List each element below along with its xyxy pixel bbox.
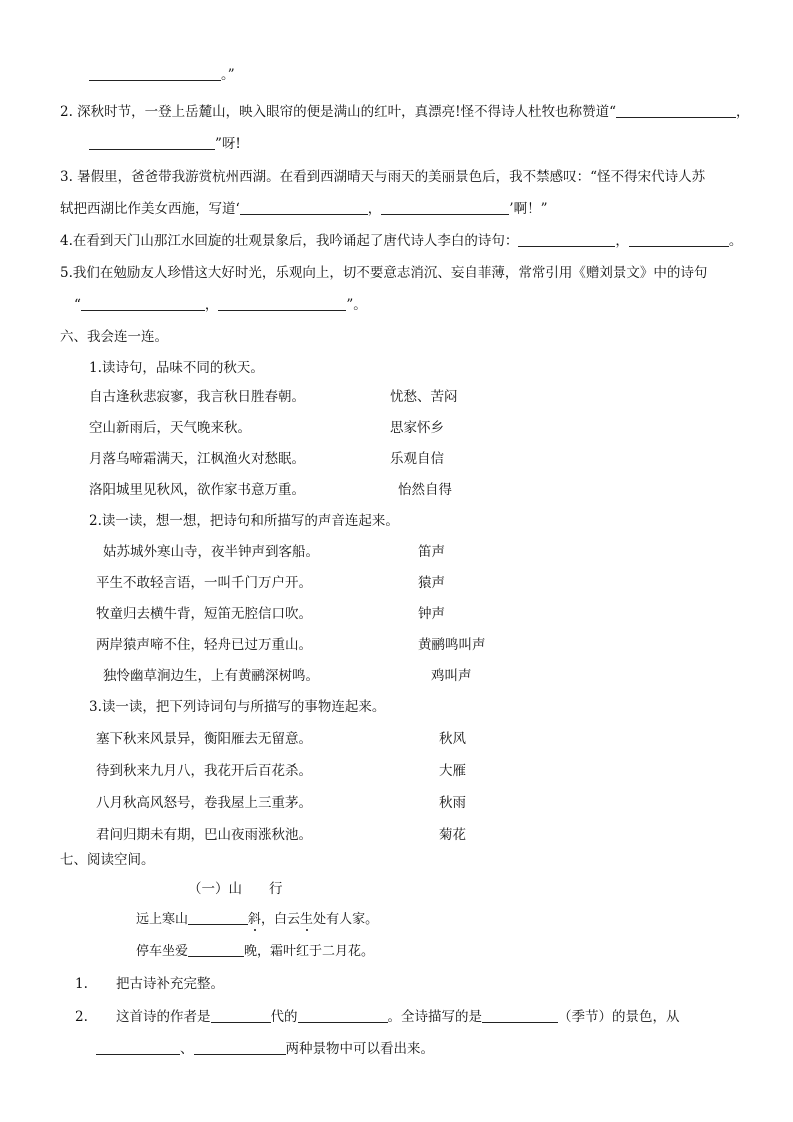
question-5-line2: “ ， ”。: [74, 297, 367, 313]
poem-line-2: 停车坐爱 晚，霜叶红于二月花。: [136, 944, 375, 959]
g1-right-1[interactable]: 忧愁、苦闷: [390, 389, 458, 405]
g2-left-2[interactable]: 平生不敢轻言语，一叫千门万户开。: [96, 575, 312, 591]
group-1-title: 1.读诗句，品味不同的秋天。: [89, 360, 264, 376]
question-5-line1: 5.我们在勉励友人珍惜这大好时光，乐观向上，切不要意志消沉、妄自菲薄，常常引用《赠刘景文》中的诗句: [60, 265, 708, 281]
g1-left-1[interactable]: 自古逢秋悲寂寥，我言秋日胜春朝。: [89, 389, 305, 405]
s7-q2-line1: 这首诗的作者是 代的 。全诗描写的是 （季节）的景色，从: [116, 1009, 680, 1025]
g2-right-4[interactable]: 黄鹂鸣叫声: [418, 637, 486, 653]
g2-right-3[interactable]: 钟声: [418, 606, 445, 622]
answer-blank[interactable]: [298, 1008, 388, 1023]
g3-right-2[interactable]: 大雁: [439, 763, 466, 779]
answer-blank[interactable]: [89, 135, 215, 150]
question-2-line2: ”呀!: [89, 135, 241, 153]
answer-blank[interactable]: [194, 1040, 286, 1055]
answer-blank[interactable]: [188, 910, 248, 925]
g2-left-4[interactable]: 两岸猿声啼不住，轻舟已过万重山。: [96, 637, 312, 653]
group-2-title: 2.读一读，想一想，把诗句和所描写的声音连起来。: [89, 513, 399, 529]
q1-tail-line: 。”: [89, 66, 235, 84]
g3-right-3[interactable]: 秋雨: [439, 795, 466, 811]
g3-right-1[interactable]: 秋风: [439, 731, 466, 747]
answer-blank[interactable]: [240, 200, 368, 215]
answer-blank[interactable]: [482, 1008, 558, 1023]
s7-q1-number: 1.: [75, 976, 88, 992]
s7-q2-number: 2.: [75, 1009, 88, 1025]
g2-right-5[interactable]: 鸡叫声: [431, 668, 472, 684]
g2-right-1[interactable]: 笛声: [418, 544, 445, 560]
question-4: 4.在看到天门山那江水回旋的壮观景象后，我吟诵起了唐代诗人李白的诗句： ， 。: [60, 233, 743, 249]
section-7-title: 七、阅读空间。: [60, 852, 155, 868]
answer-blank[interactable]: [81, 296, 205, 311]
poem-line-1: 远上寒山 斜，白云生处有人家。: [136, 912, 379, 927]
answer-blank[interactable]: [96, 1040, 180, 1055]
poem-title: （一）山 行: [188, 881, 283, 897]
g2-left-5[interactable]: 独怜幽草涧边生，上有黄鹂深树鸣。: [103, 668, 319, 684]
answer-blank[interactable]: [629, 232, 729, 247]
answer-blank[interactable]: [211, 1008, 271, 1023]
g1-right-3[interactable]: 乐观自信: [390, 451, 444, 467]
g3-left-3[interactable]: 八月秋高风怒号，卷我屋上三重茅。: [96, 795, 312, 811]
g2-right-2[interactable]: 猿声: [418, 575, 445, 591]
g2-left-3[interactable]: 牧童归去横牛背，短笛无腔信口吹。: [96, 606, 312, 622]
g1-left-2[interactable]: 空山新雨后，天气晚来秋。: [89, 420, 251, 436]
answer-blank[interactable]: [89, 66, 221, 81]
g3-left-4[interactable]: 君问归期未有期，巴山夜雨涨秋池。: [96, 827, 312, 843]
answer-blank[interactable]: [218, 296, 346, 311]
g3-left-2[interactable]: 待到秋来九月八，我花开后百花杀。: [96, 763, 312, 779]
s7-q1-text: 把古诗补充完整。: [116, 976, 224, 992]
question-3-line1: 3. 暑假里，爸爸带我游赏杭州西湖。在看到西湖晴天与雨天的美丽景色后，我不禁感叹：“怪不得宋代诗人苏: [60, 169, 706, 185]
group-3-title: 3.读一读，把下列诗词句与所描写的事物连起来。: [89, 699, 386, 715]
s7-q2-line2: 、 两种景物中可以看出来。: [96, 1040, 434, 1058]
g1-right-4[interactable]: 怡然自得: [398, 482, 452, 498]
g3-left-1[interactable]: 塞下秋来风景异，衡阳雁去无留意。: [96, 731, 312, 747]
answer-blank[interactable]: [616, 103, 736, 118]
question-3-line2: 轼把西湖比作美女西施，写道‘ ， ’啊！”: [60, 201, 548, 217]
section-6-title: 六、我会连一连。: [60, 329, 168, 345]
g1-left-3[interactable]: 月落乌啼霜满天，江枫渔火对愁眠。: [89, 451, 305, 467]
g1-right-2[interactable]: 思家怀乡: [390, 420, 444, 436]
answer-blank[interactable]: [518, 232, 615, 247]
g2-left-1[interactable]: 姑苏城外寒山寺，夜半钟声到客船。: [103, 544, 319, 560]
answer-blank[interactable]: [188, 942, 244, 957]
g3-right-4[interactable]: 菊花: [439, 827, 466, 843]
answer-blank[interactable]: [381, 200, 509, 215]
question-2-line1: 2. 深秋时节，一登上岳麓山，映入眼帘的便是满山的红叶，真漂亮!怪不得诗人杜牧也称赞道“ ，: [60, 104, 750, 120]
g1-left-4[interactable]: 洛阳城里见秋风，欲作家书意万重。: [89, 482, 305, 498]
